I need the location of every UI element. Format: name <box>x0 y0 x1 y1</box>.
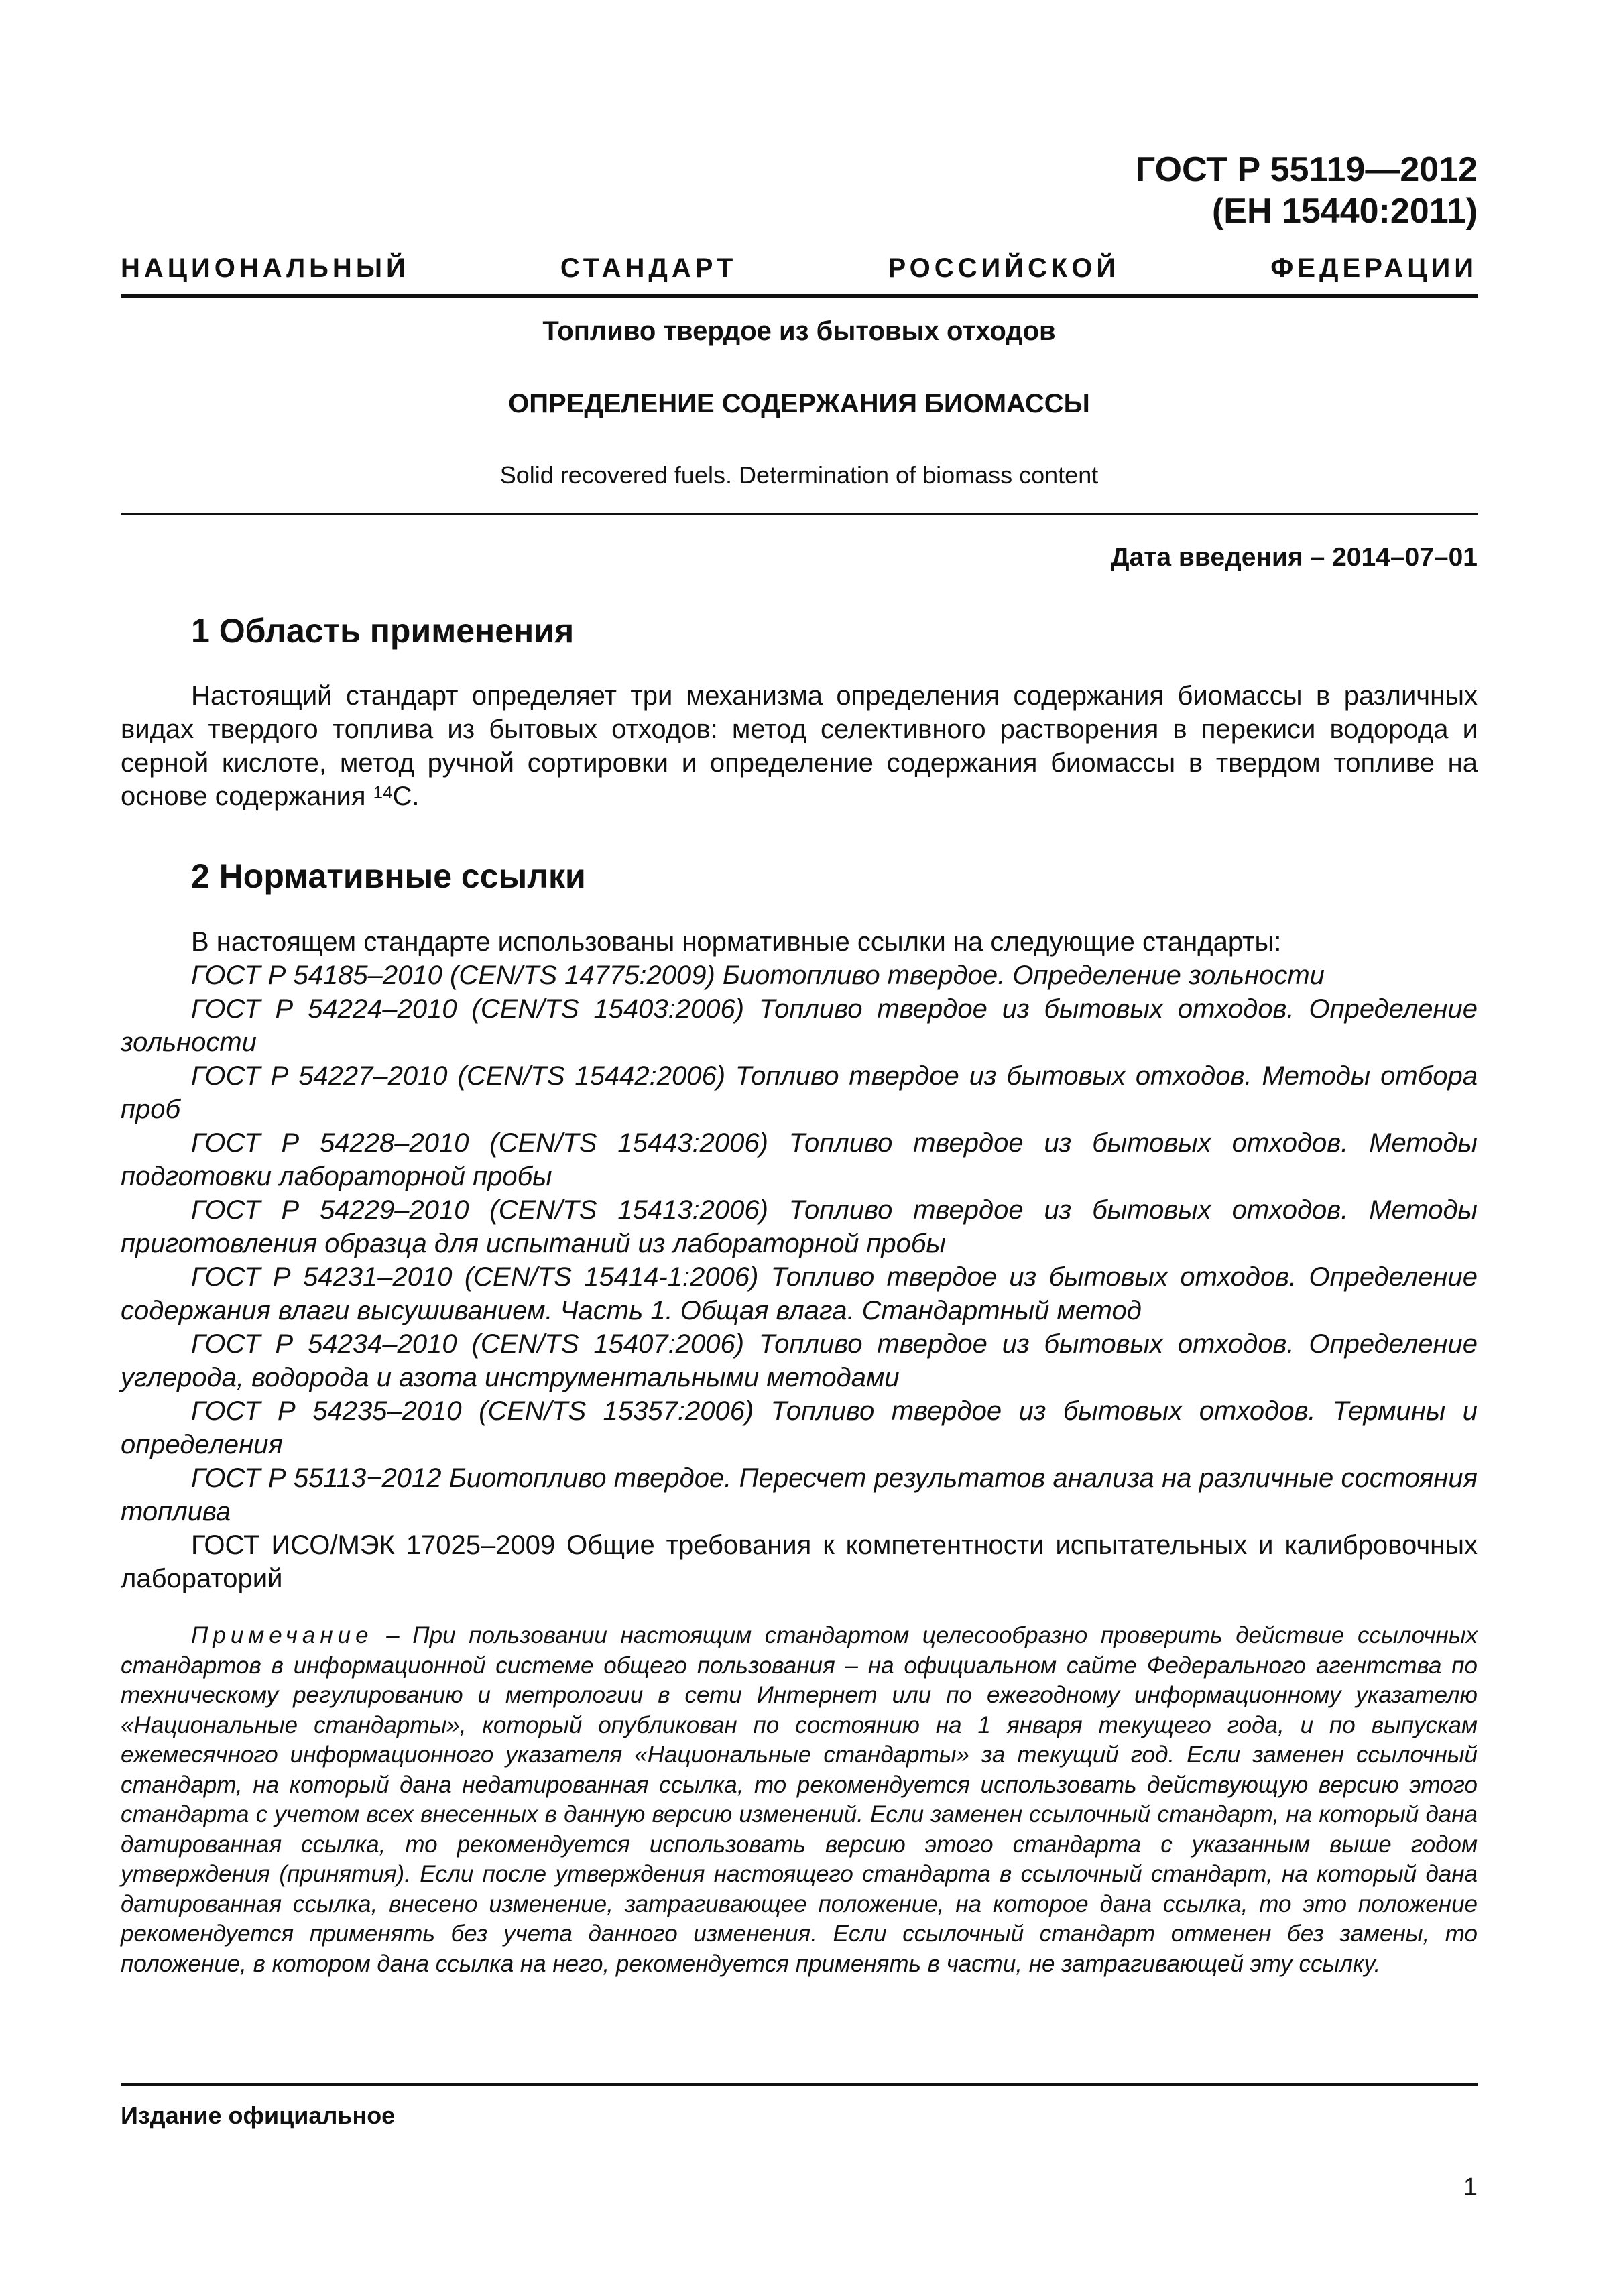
section-1-text <box>121 679 1478 813</box>
note-paragraph <box>121 1621 1478 1979</box>
isotope-symbol: C. <box>392 782 420 811</box>
note-text: – При пользовании настоящим стандартом целесообразно проверить действие ссылочных стандартов в информационной системе общего пользования – на официальном сайте Федерального агентства по техническому регулированию и метрологии в сети Интернет или по ежегодному информационному указателю «Национальные стандарты», который опубликован по состоянию на 1 января текущего года, и по выпускам ежемесячного информационного указателя «Национальные стандарты» за текущий год. Если заменен ссылочный стандарт, на который дана недатированная ссылка, то рекомендуется использовать действующую версию этого стандарта с учетом всех внесенных в данную версию изменений. Если заменен ссылочный стандарт, на который дана датированная ссылка, то рекомендуется использовать версию этого стандарта с указанным выше годом утверждения (принятия). Если после утверждения настоящего стандарта в ссылочный стандарт, на который дана датированная ссылка, внесено изменение, затрагивающее положение, на которое дана ссылка, то это положение рекомендуется применять без учета данного изменения. Если ссылочный стандарт отменен без замены, то положение, в котором дана ссылка на него, рекомендуется применять в части, не затрагивающей эту ссылку. <box>121 1622 1478 1977</box>
reference-item: ГОСТ Р 54224–2010 (CEN/TS 15403:2006) Топливо твердое из бытовых отходов. Определение зольности <box>121 994 1478 1057</box>
footer-rule <box>121 2083 1478 2086</box>
document-title: ОПРЕДЕЛЕНИЕ СОДЕРЖАНИЯ БИОМАССЫ <box>508 389 1090 418</box>
reference-item: ГОСТ Р 55113−2012 Биотопливо твердое. Пересчет результатов анализа на различные состояния топлива <box>121 1463 1478 1526</box>
reference-item: ГОСТ Р 54228–2010 (CEN/TS 15443:2006) Топливо твердое из бытовых отходов. Методы подготовки лабораторной пробы <box>121 1128 1478 1191</box>
section-1-heading: 1 Область применения <box>191 612 575 650</box>
isotope-superscript: 14 <box>373 782 393 802</box>
note-label: Примечание <box>191 1622 373 1648</box>
document-title-english: Solid recovered fuels. Determination of biomass content <box>499 461 1099 489</box>
page-number: 1 <box>1463 2173 1478 2201</box>
reference-item: ГОСТ Р 54229–2010 (CEN/TS 15413:2006) Топливо твердое из бытовых отходов. Методы приготовления образца для испытаний из лабораторной пробы <box>121 1195 1478 1258</box>
reference-item: ГОСТ Р 54235–2010 (CEN/TS 15357:2006) Топливо твердое из бытовых отходов. Термины и определения <box>121 1396 1478 1459</box>
document-number-en: (ЕН 15440:2011) <box>1211 192 1478 231</box>
reference-item: ГОСТ Р 54234–2010 (CEN/TS 15407:2006) Топливо твердое из бытовых отходов. Определение углерода, водорода и азота инструментальными методами <box>121 1329 1478 1392</box>
title-rule <box>121 513 1478 515</box>
document-subject: Топливо твердое из бытовых отходов <box>542 316 1056 346</box>
section-1-body: Настоящий стандарт определяет три механизма определения содержания биомассы в различных видах твердого топлива из бытовых отходов: метод селективного растворения в перекиси водорода и серной кислоте, метод ручной сортировки и определение содержания биомассы в твердом топливе на основе содержания <box>121 681 1478 811</box>
introduction-date: Дата введения – 2014–07–01 <box>1110 543 1478 572</box>
reference-item-last: ГОСТ ИСО/МЭК 17025–2009 Общие требования к компетентности испытательных и калибровочных лабораторий <box>121 1530 1478 1593</box>
references-list <box>121 925 1478 1595</box>
references-intro: В настоящем стандарте использованы нормативные ссылки на следующие стандарты: <box>191 927 1282 957</box>
header-rule <box>121 294 1478 298</box>
national-standard-banner: НАЦИОНАЛЬНЫЙ СТАНДАРТ РОССИЙСКОЙ ФЕДЕРАЦИИ <box>121 253 1478 283</box>
reference-item: ГОСТ Р 54185–2010 (CEN/TS 14775:2009) Биотопливо твердое. Определение зольности <box>191 961 1325 990</box>
document-number-gost: ГОСТ Р 55119—2012 <box>1135 150 1478 189</box>
official-edition: Издание официальное <box>121 2102 396 2129</box>
document-number <box>1136 149 1478 232</box>
reference-item: ГОСТ Р 54227–2010 (CEN/TS 15442:2006) Топливо твердое из бытовых отходов. Методы отбора проб <box>121 1061 1478 1124</box>
reference-item: ГОСТ Р 54231–2010 (CEN/TS 15414-1:2006) Топливо твердое из бытовых отходов. Определение содержания влаги высушиванием. Часть 1. Общая влага. Стандартный метод <box>121 1262 1478 1325</box>
section-2-heading: 2 Нормативные ссылки <box>191 857 586 895</box>
